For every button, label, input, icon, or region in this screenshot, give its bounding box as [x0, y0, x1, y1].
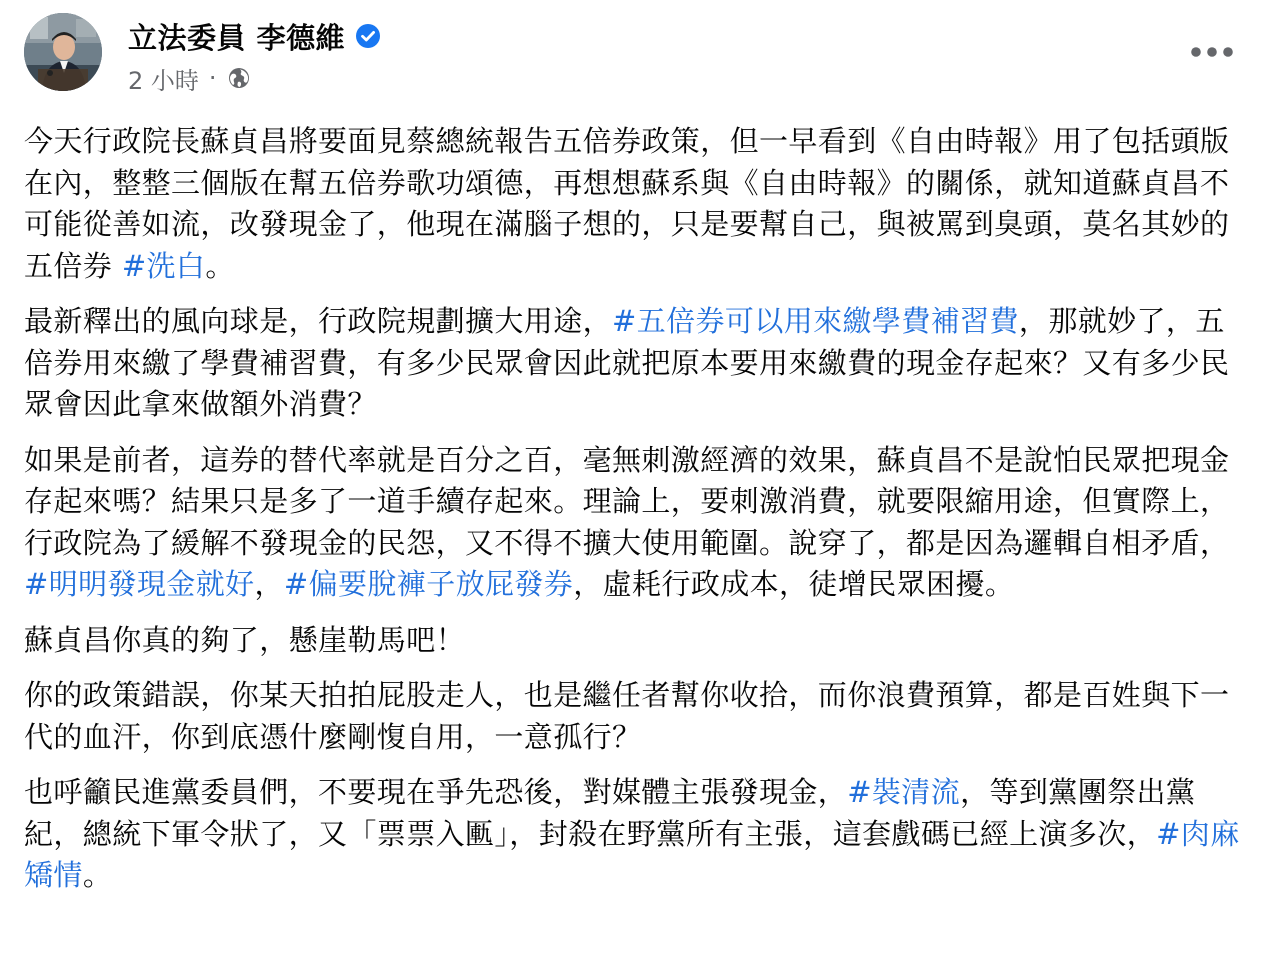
post-meta — [128, 60, 251, 96]
paragraph-text: 蘇貞昌你真的夠了，懸崖勒馬吧！ — [24, 622, 466, 657]
hashtag-link[interactable]: #偏要脫褲子放屁發券 — [283, 567, 574, 601]
hashtag-link[interactable]: #洗白 — [121, 248, 206, 283]
paragraph-text: 最新釋出的風向球是，行政院規劃擴大用途， — [24, 304, 613, 338]
avatar-image — [24, 13, 102, 91]
paragraph-text: 如果是前者，這券的替代率就是百分之百，毫無刺激經濟的效果，蘇貞昌不是說怕民眾把現金存起來嗎？結果只是多了一道手續存起來。理論上，要刺激消費，就要限縮用途，但實際上，行政院為了緩解不發現金的民怨，又不得不擴大使用範圍。說穿了，都是因為邏輯自相矛盾， — [24, 442, 1230, 560]
avatar[interactable] — [24, 13, 102, 91]
paragraph-text: ， — [254, 567, 284, 601]
paragraph-text: 今天行政院長蘇貞昌將要面見蔡總統報告五倍券政策，但一早看到《自由時報》用了包括頭版在內，整整三個版在幫五倍券歌功頌德，再想想蘇系與《自由時報》的關係，就知道蘇貞昌不可能從善如流，改發現金了，他現在滿腦子想的，只是要幫自己，與被罵到臭頭，莫名其妙的五倍券 — [24, 124, 1230, 283]
post-body — [24, 121, 1252, 911]
author-row — [128, 12, 381, 60]
post-paragraph-5 — [24, 675, 1252, 758]
post-paragraph-1 — [24, 121, 1252, 287]
post-timestamp[interactable]: 2 小時 — [128, 66, 199, 95]
hashtag-link[interactable]: #肉麻矯情 — [24, 816, 1240, 892]
paragraph-text: 也呼籲民進黨委員們，不要現在爭先恐後，對媒體主張發現金， — [24, 775, 848, 809]
hashtag-link[interactable]: #裝清流 — [847, 775, 961, 809]
more-options-button[interactable] — [1180, 28, 1244, 76]
post-header — [0, 0, 1276, 110]
post-paragraph-6 — [24, 772, 1252, 897]
verified-badge-icon — [355, 23, 381, 49]
post-paragraph-3 — [24, 440, 1252, 606]
meta-separator: · — [208, 64, 217, 92]
globe-icon[interactable] — [227, 66, 251, 90]
paragraph-text: ，虛耗行政成本，徒增民眾困擾。 — [573, 567, 1015, 601]
more-options-icon — [1190, 46, 1234, 58]
paragraph-text: ，等到黨團祭出黨紀，總統下軍令狀了，又「票票入匭」，封殺在野黨所有主張，這套戲碼已經上演多次， — [24, 775, 1196, 851]
paragraph-text: 你的政策錯誤，你某天拍拍屁股走人，也是繼任者幫你收拾，而你浪費預算，都是百姓與下一代的血汗，你到底憑什麼剛愎自用，一意孤行？ — [24, 678, 1230, 754]
paragraph-text: 。 — [205, 248, 235, 283]
hashtag-link[interactable]: #明明發現金就好 — [24, 567, 255, 601]
author-name[interactable]: 立法委員 李德維 — [128, 20, 346, 55]
hashtag-link[interactable]: #五倍券可以用來繳學費補習費 — [612, 304, 1019, 338]
paragraph-text: ，那就妙了，五倍券用來繳了學費補習費，有多少民眾會因此就把原本要用來繳費的現金存起來？又有多少民眾會因此拿來做額外消費？ — [24, 304, 1230, 421]
post-paragraph-2 — [24, 301, 1252, 426]
post-paragraph-4 — [24, 620, 1252, 662]
paragraph-text: 。 — [82, 858, 113, 892]
